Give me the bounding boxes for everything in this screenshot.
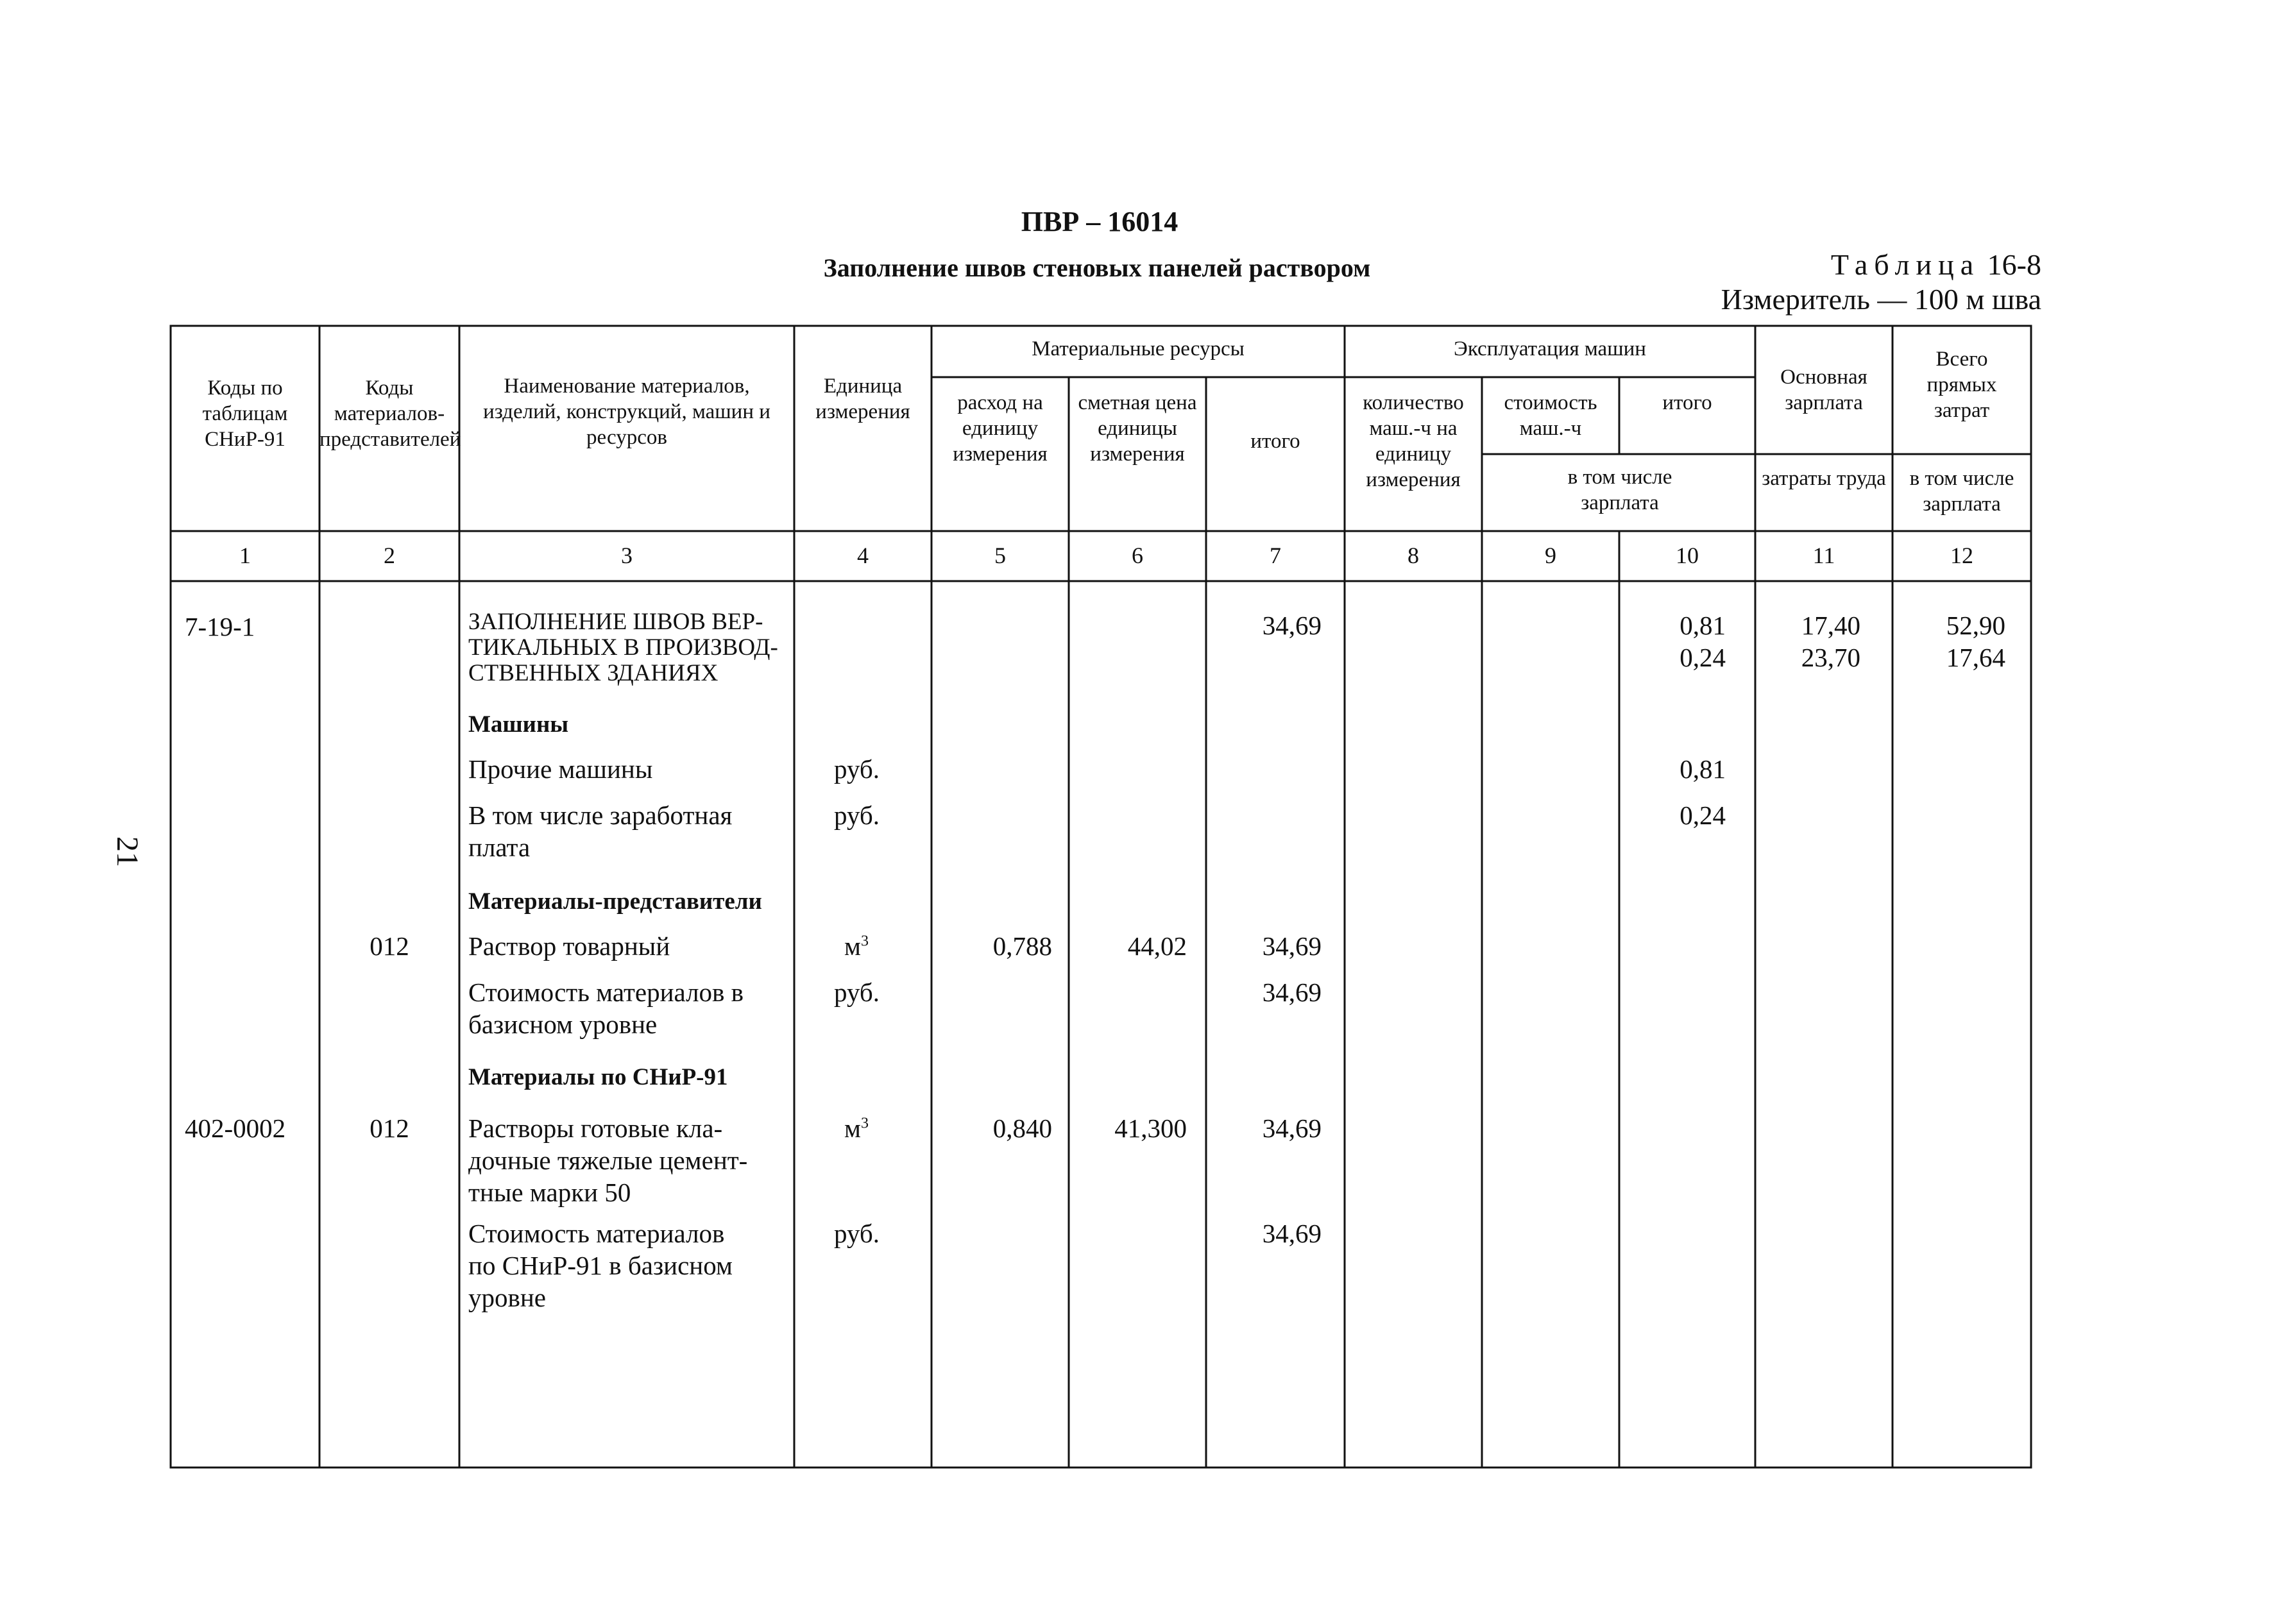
header-col6: сметная цена единицы измерения <box>1078 391 1197 466</box>
col-number-7: 7 <box>1270 543 1281 568</box>
header-col8: количество маш.-ч на единицу измерения <box>1363 391 1464 491</box>
document-title: Заполнение швов стеновых панелей раствором <box>823 253 1371 282</box>
header-col4 <box>794 373 931 425</box>
mortar-unit <box>844 930 921 962</box>
incl-salary-name-line: В том числе заработная <box>468 800 733 830</box>
ready-mortar-code: 402-0002 <box>185 1113 286 1143</box>
mortar-consumption: 0,788 <box>992 931 1052 961</box>
ready-mortar-unit-text: м <box>844 1113 861 1143</box>
other-machines-unit: руб. <box>834 754 880 784</box>
header-col2 <box>319 375 459 452</box>
ready-mortar-name <box>468 1112 783 1208</box>
incl-salary-total: 0,24 <box>1680 800 1726 830</box>
ready-mortar-name-line: дочные тяжелые цемент- <box>468 1146 748 1175</box>
table-border <box>171 326 2031 1468</box>
materials-cost-base-name <box>468 976 783 1040</box>
header-col3-text: Наименование материалов, изделий, конструкций, машин и ресурсов <box>483 375 770 449</box>
main-name-line: ЗАПОЛНЕНИЕ ШВОВ ВЕР- <box>468 609 763 635</box>
main-name-line: СТВЕННЫХ ЗДАНИЯХ <box>468 660 719 686</box>
materials-cost-base-unit: руб. <box>834 977 880 1007</box>
mortar-rep-code: 012 <box>370 931 409 961</box>
header-col11-sub: затраты труда <box>1762 467 1886 490</box>
main-total-materials: 34,69 <box>1262 611 1322 640</box>
col-number-2: 2 <box>384 543 395 568</box>
ready-mortar-name-line: Растворы готовые кла- <box>468 1113 723 1143</box>
col-number-9: 9 <box>1545 543 1556 568</box>
col-number-11: 11 <box>1812 543 1835 568</box>
col-number-4: 4 <box>857 543 869 568</box>
header-col9-10-sub: в том числе зарплата <box>1567 466 1672 514</box>
mortar-name: Раствор товарный <box>468 931 670 961</box>
col-number-5: 5 <box>994 543 1006 568</box>
page-number: 21 <box>110 836 144 867</box>
mortar-unit-sup: 3 <box>860 933 869 950</box>
unit-label: Измеритель — 100 м шва <box>1721 283 2041 316</box>
other-machines-name: Прочие машины <box>468 754 653 784</box>
incl-salary-name <box>468 799 783 863</box>
ready-mortar-name-line: тные марки 50 <box>468 1178 631 1207</box>
materials-cost-base-total: 34,69 <box>1262 977 1322 1007</box>
col-number-10: 10 <box>1676 543 1699 568</box>
incl-salary-unit: руб. <box>834 800 880 830</box>
ready-mortar-unit-sup: 3 <box>860 1115 869 1132</box>
col-number-1: 1 <box>239 543 251 568</box>
header-col5: расход на единицу измерения <box>953 391 1048 466</box>
materials-cost-base-line: Стоимость материалов в <box>468 977 744 1007</box>
section-snir-materials: Материалы по СНиР-91 <box>468 1064 728 1090</box>
ready-mortar-unit-price: 41,300 <box>1114 1113 1187 1143</box>
header-col1 <box>171 375 319 452</box>
header-machine-operation: Эксплуатация машин <box>1454 337 1646 360</box>
other-machines-total: 0,81 <box>1680 754 1726 784</box>
main-machines-total: 0,81 <box>1680 611 1726 640</box>
materials-cost-snir-total: 34,69 <box>1262 1219 1322 1248</box>
ready-mortar-rep-code: 012 <box>370 1113 409 1143</box>
ready-mortar-consumption: 0,840 <box>992 1113 1052 1143</box>
section-representative-materials: Материалы-представители <box>468 888 762 915</box>
incl-salary-name-line: плата <box>468 833 531 862</box>
mortar-unit-price: 44,02 <box>1127 931 1187 961</box>
header-col1-text: Коды по таблицам СНиР-91 <box>202 376 288 451</box>
header-col10: итого <box>1662 391 1712 414</box>
main-direct-salary: 17,64 <box>1946 643 2005 672</box>
ready-mortar-total: 34,69 <box>1262 1113 1322 1143</box>
materials-cost-snir-unit: руб. <box>834 1219 880 1248</box>
materials-cost-snir-line: Стоимость материалов <box>468 1219 725 1248</box>
main-base-salary: 17,40 <box>1801 611 1860 640</box>
ready-mortar-unit <box>844 1112 921 1144</box>
materials-cost-snir-line: по СНиР-91 в базисном <box>468 1251 733 1280</box>
header-col9: стоимость маш.-ч <box>1504 391 1597 440</box>
main-code: 7-19-1 <box>185 612 255 641</box>
mortar-total: 34,69 <box>1262 931 1322 961</box>
main-name <box>468 609 783 686</box>
table-number: 16-8 <box>1987 248 2041 281</box>
col-number-3: 3 <box>621 543 633 568</box>
header-col2-text: Коды материалов-представителей <box>319 376 461 451</box>
materials-cost-snir-name <box>468 1217 783 1314</box>
col-number-6: 6 <box>1132 543 1143 568</box>
main-labor-cost: 23,70 <box>1801 643 1860 672</box>
section-machines: Машины <box>468 711 569 738</box>
materials-cost-base-line: базисном уровне <box>468 1010 658 1039</box>
main-name-line: ТИКАЛЬНЫХ В ПРОИЗВОД- <box>468 634 778 661</box>
header-col7: итого <box>1250 430 1300 453</box>
header-col11: Основная зарплата <box>1780 366 1867 414</box>
mortar-unit-text: м <box>844 931 861 961</box>
materials-cost-snir-line: уровне <box>468 1283 546 1312</box>
header-col3 <box>468 373 785 450</box>
header-col12: Всего прямых затрат <box>1927 348 1997 422</box>
header-col4-text: Единица измерения <box>815 375 910 423</box>
col-number-12: 12 <box>1950 543 1973 568</box>
main-machines-salary: 0,24 <box>1680 643 1726 672</box>
main-direct-total: 52,90 <box>1946 611 2005 640</box>
table-label-word: Таблица <box>1830 248 1980 281</box>
col-number-8: 8 <box>1408 543 1419 568</box>
header-col12-sub: в том числе зарплата <box>1909 467 2014 516</box>
header-material-resources: Материальные ресурсы <box>1032 337 1245 360</box>
document-code: ПВР – 16014 <box>1021 206 1178 237</box>
